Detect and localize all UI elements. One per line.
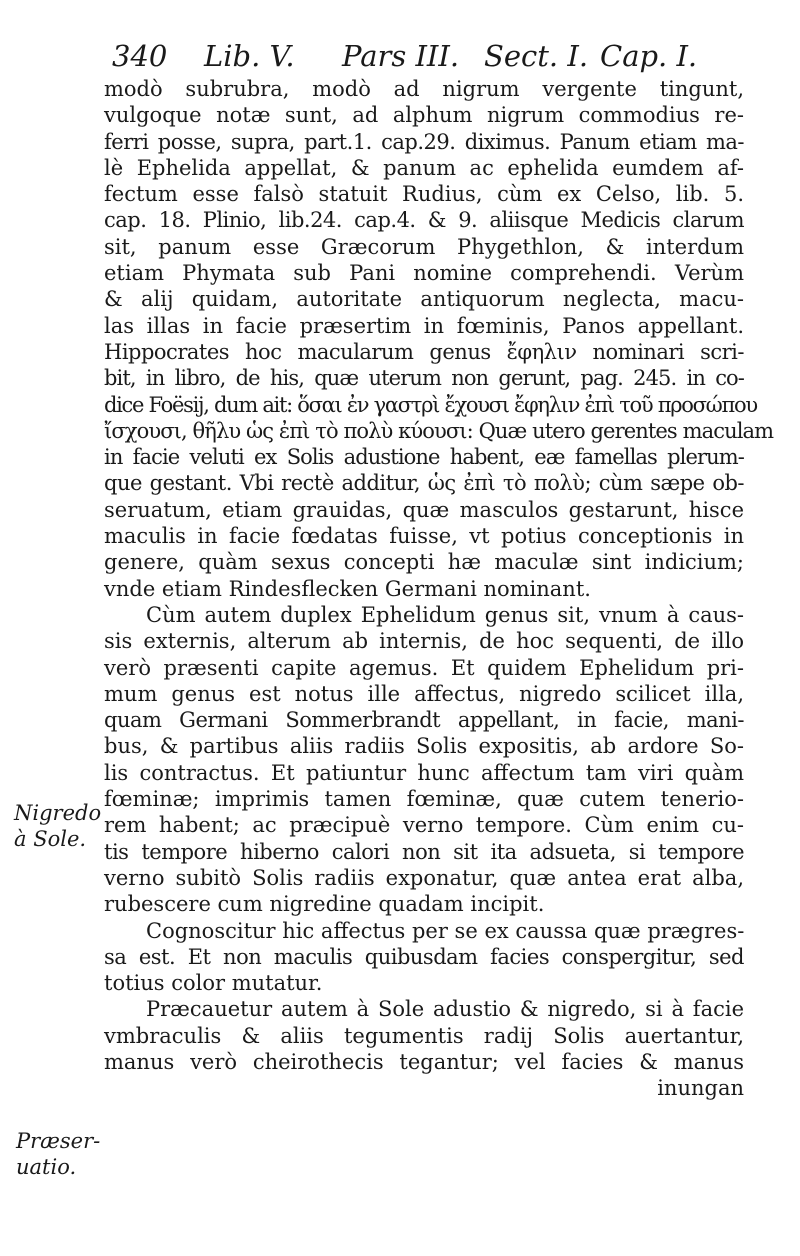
text-line: vulgoque notæ sunt, ad alphum nigrum commodius re-	[104, 103, 744, 128]
margin-note-line: uatio.	[16, 1155, 77, 1179]
text-line: totius color mutatur.	[104, 971, 323, 996]
header-pars: Pars III.	[342, 39, 460, 73]
header-liber: Lib. V.	[204, 39, 295, 73]
text-line: seruatum, etiam grauidas, quæ masculos gestarunt, hisce	[104, 497, 744, 522]
margin-note-praeservatio	[16, 1128, 100, 1180]
header-caput: Cap. I.	[600, 39, 698, 73]
text-line: fœminæ; imprimis tamen fœminæ, quæ cutem tenerio-	[104, 787, 744, 812]
text-line: Cognoscitur hic affectus per se ex caussa quæ prægres-	[146, 918, 745, 943]
text-line: tis tempore hiberno calori non sit ita adsueta, si tempore	[104, 839, 744, 864]
text-line: rem habent; ac præcipuè verno tempore. Cùm enim cu-	[104, 813, 744, 838]
text-line: verno subitò Solis radiis exponatur, quæ antea erat alba,	[104, 865, 744, 890]
text-line: las illas in facie præsertim in fœminis, Panos appellant.	[104, 313, 744, 338]
text-line: bus, & partibus aliis radiis Solis expositis, ab ardore So-	[104, 734, 744, 759]
margin-note-nigredo	[14, 800, 101, 852]
text-line: manus verò cheirothecis tegantur; vel facies & manus	[104, 1049, 744, 1074]
text-line: cap. 18. Plinio, lib.24. cap.4. & 9. aliisque Medicis clarum	[104, 208, 744, 233]
text-line: ἴσχουσι, θῆλυ ὡς ἐπὶ τὸ πολὺ κύουσι: Quæ utero gerentes maculam	[104, 418, 774, 443]
running-header	[112, 34, 712, 78]
text-line: maculis in facie fœdatas fuisse, vt potius conceptionis in	[104, 524, 744, 549]
text-line: in facie veluti ex Solis adustione habent, eæ famellas plerum-	[104, 445, 744, 470]
margin-note-line: Nigredo	[14, 801, 102, 825]
margin-note-line: Præser-	[16, 1129, 101, 1153]
margin-note-line: à Sole.	[14, 827, 87, 851]
text-line: mum genus est notus ille affectus, nigredo scilicet illa,	[104, 681, 744, 706]
text-line: lis contractus. Et patiuntur hunc affectum tam viri quàm	[104, 760, 744, 785]
text-line: genere, quàm sexus concepti hæ maculæ sint indicium;	[104, 550, 744, 575]
text-line: que gestant. Vbi rectè additur, ὡς ἐπὶ τὸ πολὺ; cùm sæpe ob-	[104, 471, 744, 496]
catchword: inungan	[657, 1076, 744, 1101]
text-line: quam Germani Sommerbrandt appellant, in facie, mani-	[104, 708, 744, 733]
text-line: sa est. Et non maculis quibusdam facies conspergitur, sed	[104, 944, 744, 969]
text-line: ferri posse, supra, part.1. cap.29. diximus. Panum etiam ma-	[104, 129, 744, 154]
text-line: vmbraculis & aliis tegumentis radij Solis auertantur,	[104, 1023, 744, 1048]
text-line: Hippocrates hoc macularum genus ἔφηλιν nominari scri-	[104, 339, 744, 364]
text-line: rubescere cum nigredine quadam incipit.	[104, 892, 545, 917]
header-sectio: Sect. I.	[484, 39, 589, 73]
text-line: bit, in libro, de his, quæ uterum non gerunt, pag. 245. in co-	[104, 366, 744, 391]
text-line: verò præsenti capite agemus. Et quidem Ephelidum pri-	[104, 655, 744, 680]
text-line: sis externis, alterum ab internis, de hoc sequenti, de illo	[104, 629, 744, 654]
text-line: lè Ephelida appellat, & panum ac ephelida eumdem af-	[104, 155, 744, 180]
body-text	[104, 76, 774, 1102]
text-line: modò subrubra, modò ad nigrum vergente tingunt,	[104, 77, 744, 101]
text-line: vnde etiam Rindesflecken Germani nominant.	[104, 576, 591, 601]
text-line: dice Foësij, dum ait: ὅσαι ἐν γαστρὶ ἔχουσι ἔφηλιν ἐπὶ τοῦ προσώπου	[104, 392, 757, 417]
text-line: Præcauetur autem à Sole adustio & nigredo, si à facie	[146, 997, 744, 1022]
text-line: & alij quidam, autoritate antiquorum neglecta, macu-	[104, 287, 744, 312]
text-line: fectum esse falsò statuit Rudius, cùm ex Celso, lib. 5.	[104, 182, 744, 207]
text-line: Cùm autem duplex Ephelidum genus sit, vnum à caus-	[146, 602, 744, 627]
text-line: sit, panum esse Græcorum Phygethlon, & interdum	[104, 234, 744, 259]
page-number: 340	[112, 39, 168, 73]
text-line: etiam Phymata sub Pani nomine comprehendi. Verùm	[104, 261, 744, 286]
